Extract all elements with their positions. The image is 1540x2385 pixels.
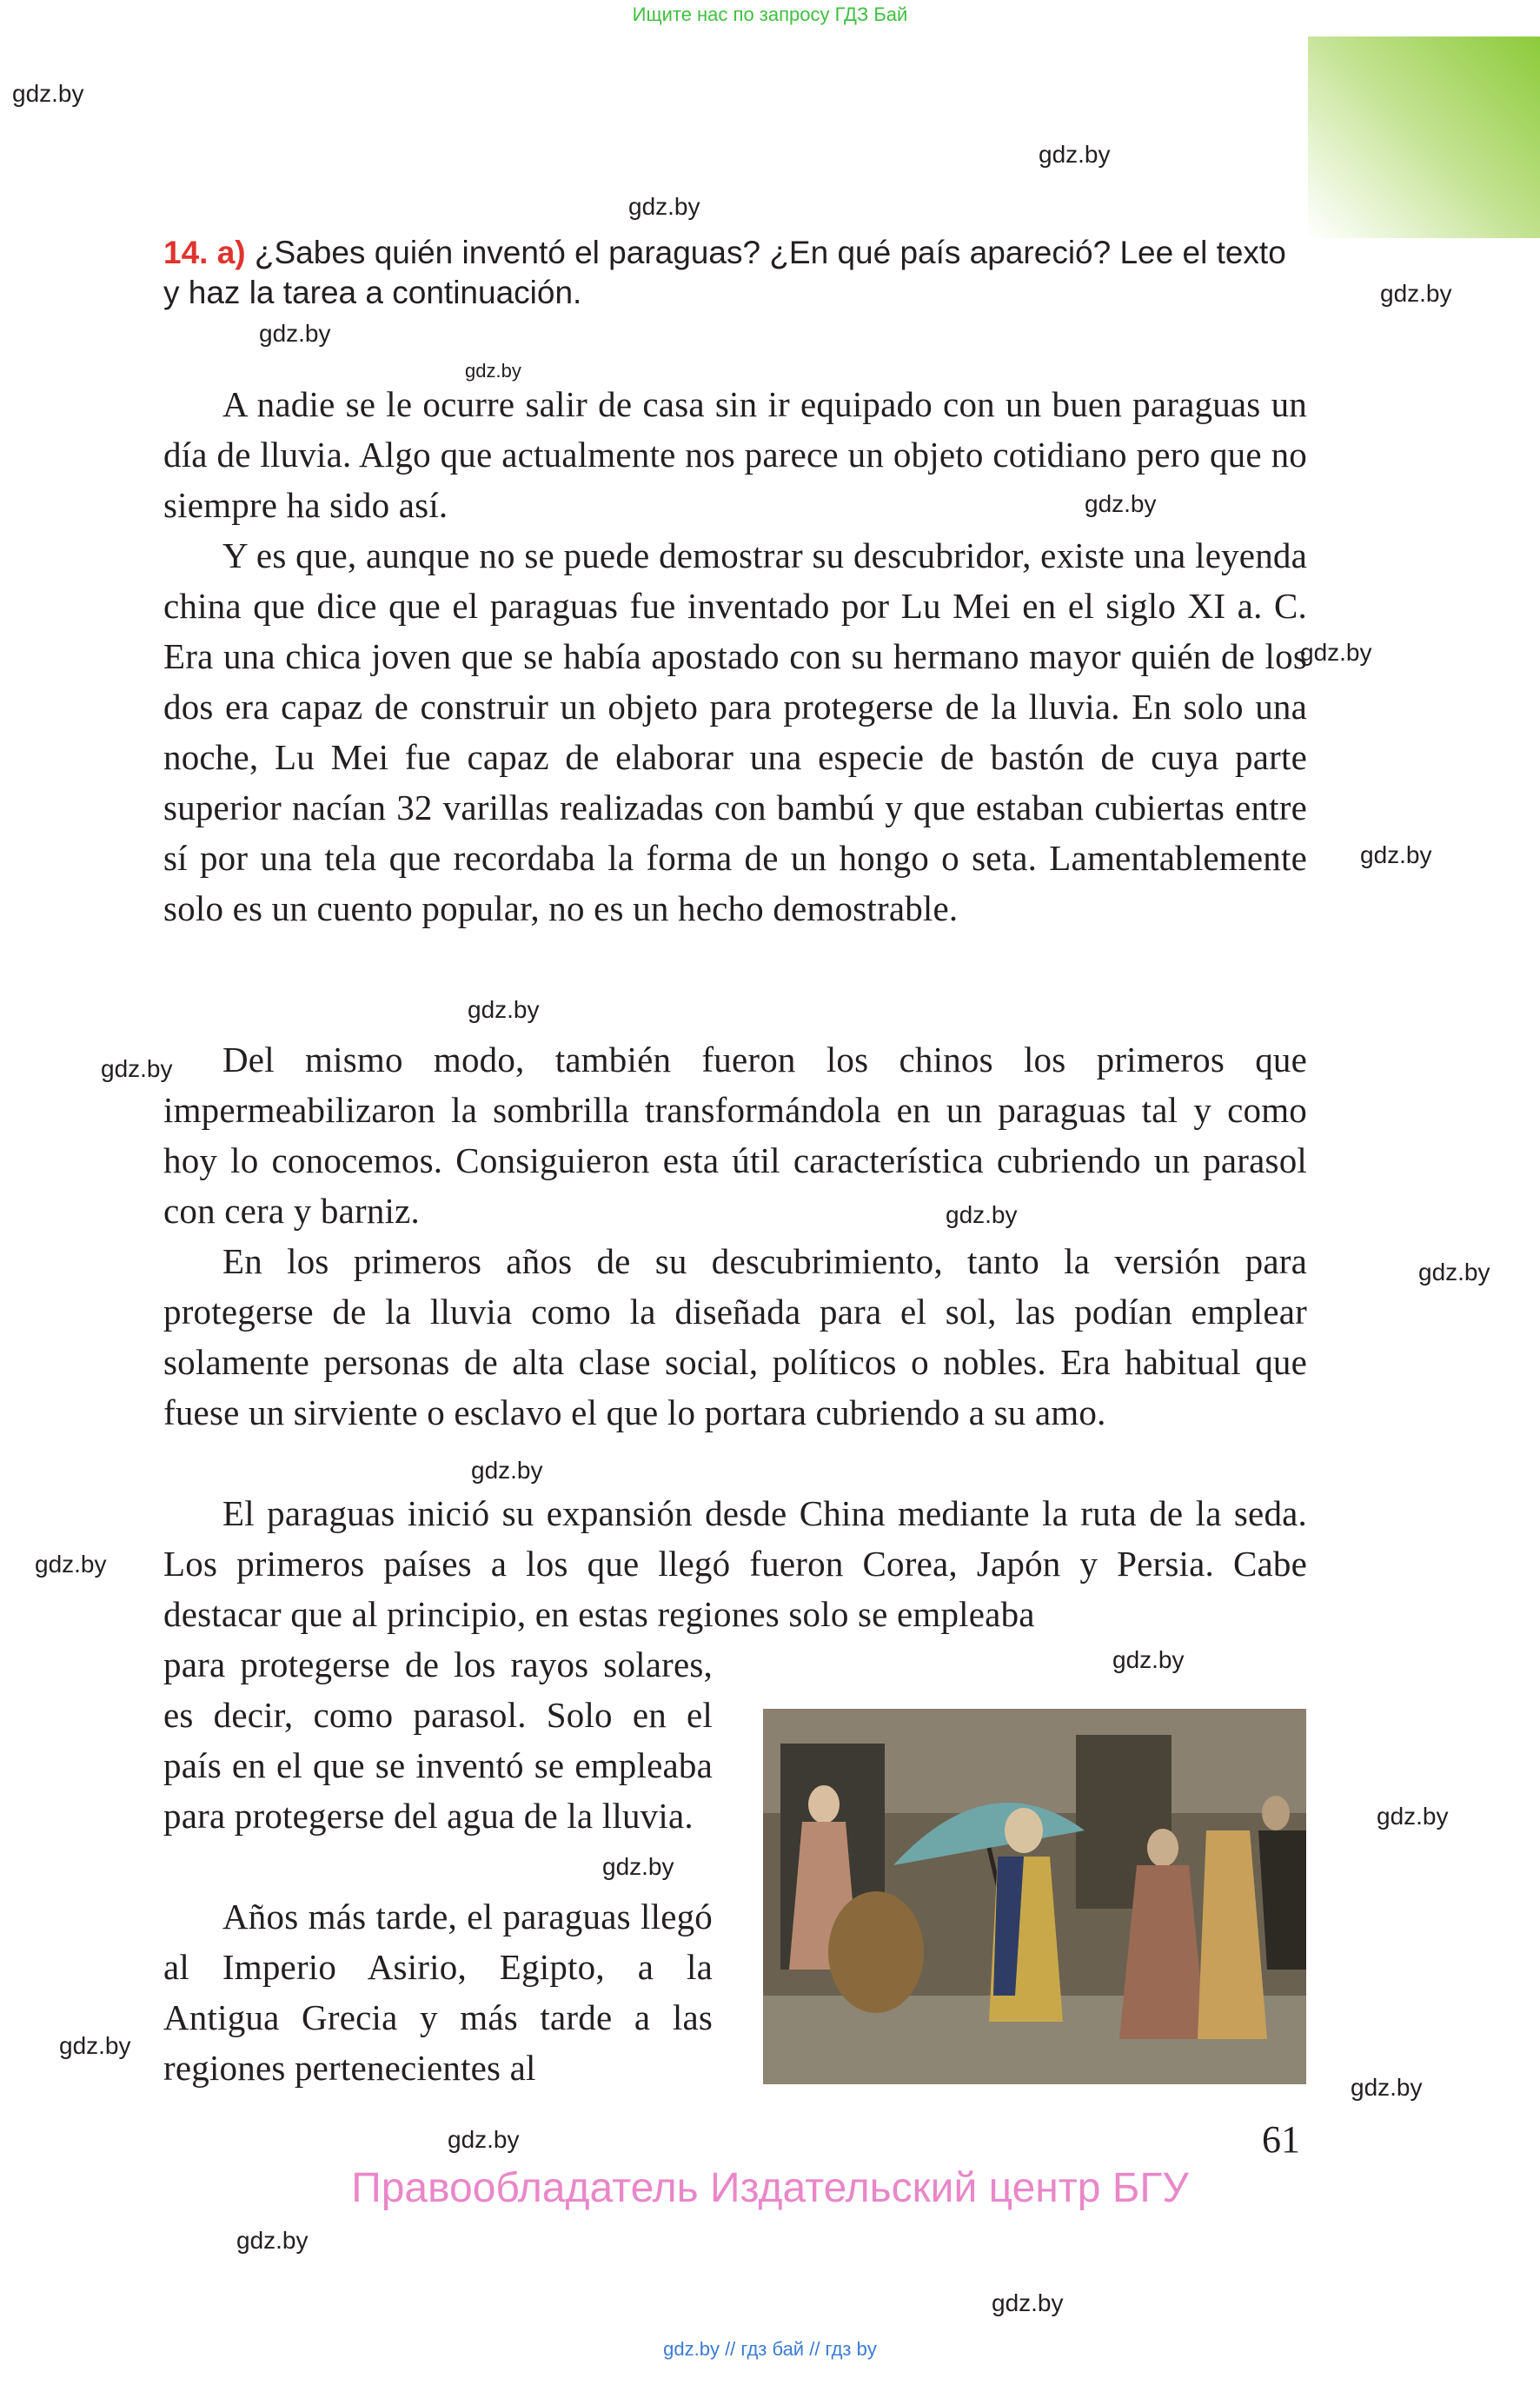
- paragraph: En los primeros años de su descubrimiento, tanto la versión para protegerse de la lluvia como la diseñada para el sol, las podían emplear solamente personas de alta clase social, políticos o nobles. Era habitual que fuese un sirviente o esclavo el que lo portara cubriendo a su amo.: [163, 1241, 1307, 1432]
- illustration-svg: [763, 1709, 1306, 2084]
- watermark: gdz.by: [628, 193, 700, 220]
- watermark: gdz.by: [101, 1055, 173, 1082]
- watermark: gdz.by: [1380, 280, 1452, 307]
- top-banner[interactable]: Ищите нас по запросу ГДЗ Бай: [632, 3, 908, 25]
- watermark: gdz.by: [1039, 141, 1111, 168]
- watermark: gdz.by: [1418, 1259, 1490, 1286]
- bottom-links[interactable]: gdz.by // гдз бай // гдз by: [663, 2338, 877, 2360]
- copyright-notice: Правообладатель Издательский центр БГУ: [351, 2165, 1189, 2211]
- watermark: gdz.by: [259, 320, 331, 347]
- watermark: gdz.by: [1085, 490, 1157, 517]
- task-letter: a): [216, 235, 246, 270]
- paragraph: Del mismo modo, también fueron los chinos los primeros que impermeabilizaron la sombrilla transformándola en un paraguas tal y como hoy lo conocemos. Consiguieron esta útil característica cubriendo un parasol con cera y barniz.: [163, 1040, 1307, 1231]
- paragraph: A nadie se le ocurre salir de casa sin ir equipado con un buen paraguas un día de lluvia. Algo que actualmente nos parece un objeto cotidiano pero que no siempre ha sido así.: [163, 384, 1307, 525]
- watermark: gdz.by: [465, 360, 521, 382]
- watermark: gdz.by: [992, 2289, 1064, 2316]
- watermark: gdz.by: [35, 1551, 107, 1578]
- watermark: gdz.by: [59, 2032, 131, 2059]
- task-number: 14.: [163, 235, 209, 270]
- watermark: gdz.by: [1300, 639, 1372, 666]
- watermark: gdz.by: [1360, 841, 1432, 868]
- illustration-umbrella-street-scene: [763, 1709, 1306, 2084]
- watermark: gdz.by: [236, 2227, 309, 2254]
- watermark: gdz.by: [468, 996, 540, 1023]
- watermark: gdz.by: [602, 1853, 674, 1880]
- watermark: gdz.by: [1351, 2074, 1423, 2101]
- task-header: [163, 233, 1311, 313]
- watermark: gdz.by: [12, 80, 84, 107]
- paragraph: Y es que, aunque no se puede demostrar su descubridor, existe una leyenda china que dice que el paraguas fue inventado por Lu Mei en el siglo XI a. C. Era una chica joven que se había apostado con su hermano mayor quién de los dos era capaz de construir un objeto para protegerse de la lluvia. En solo una noche, Lu Mei fue capaz de elaborar una especie de bastón de cuya parte superior nacían 32 varillas realizadas con bambú y que estaban cubiertas entre sí por una tela que recordaba la forma de un hongo o seta. Lamentablemente solo es un cuento popular, no es un hecho demostrable.: [163, 535, 1307, 928]
- watermark: gdz.by: [448, 2126, 520, 2153]
- watermark: gdz.by: [471, 1457, 543, 1484]
- task-text: ¿Sabes quién inventó el paraguas? ¿En qué país apareció? Lee el texto y haz la tarea a continuación.: [163, 235, 1286, 310]
- page-number: 61: [1262, 2118, 1300, 2161]
- watermark: gdz.by: [1377, 1803, 1449, 1830]
- green-corner-block: [1308, 37, 1540, 238]
- paragraph: para protegerse de los rayos solares, es decir, como parasol. Solo en el país en el que se inventó se empleaba para protegerse del agua de la lluvia.: [163, 1644, 713, 1836]
- paragraph: El paraguas inició su expansión desde China mediante la ruta de la seda. Los primeros países a los que llegó fueron Corea, Japón y Persia. Cabe destacar que al principio, en estas regiones solo se empleaba: [163, 1493, 1307, 1634]
- paragraph: Años más tarde, el paraguas llegó al Imperio Asirio, Egipto, a la Antigua Grecia y más tarde a las regiones pertenecientes al: [163, 1897, 713, 2088]
- watermark: gdz.by: [1112, 1646, 1185, 1673]
- watermark: gdz.by: [946, 1201, 1018, 1228]
